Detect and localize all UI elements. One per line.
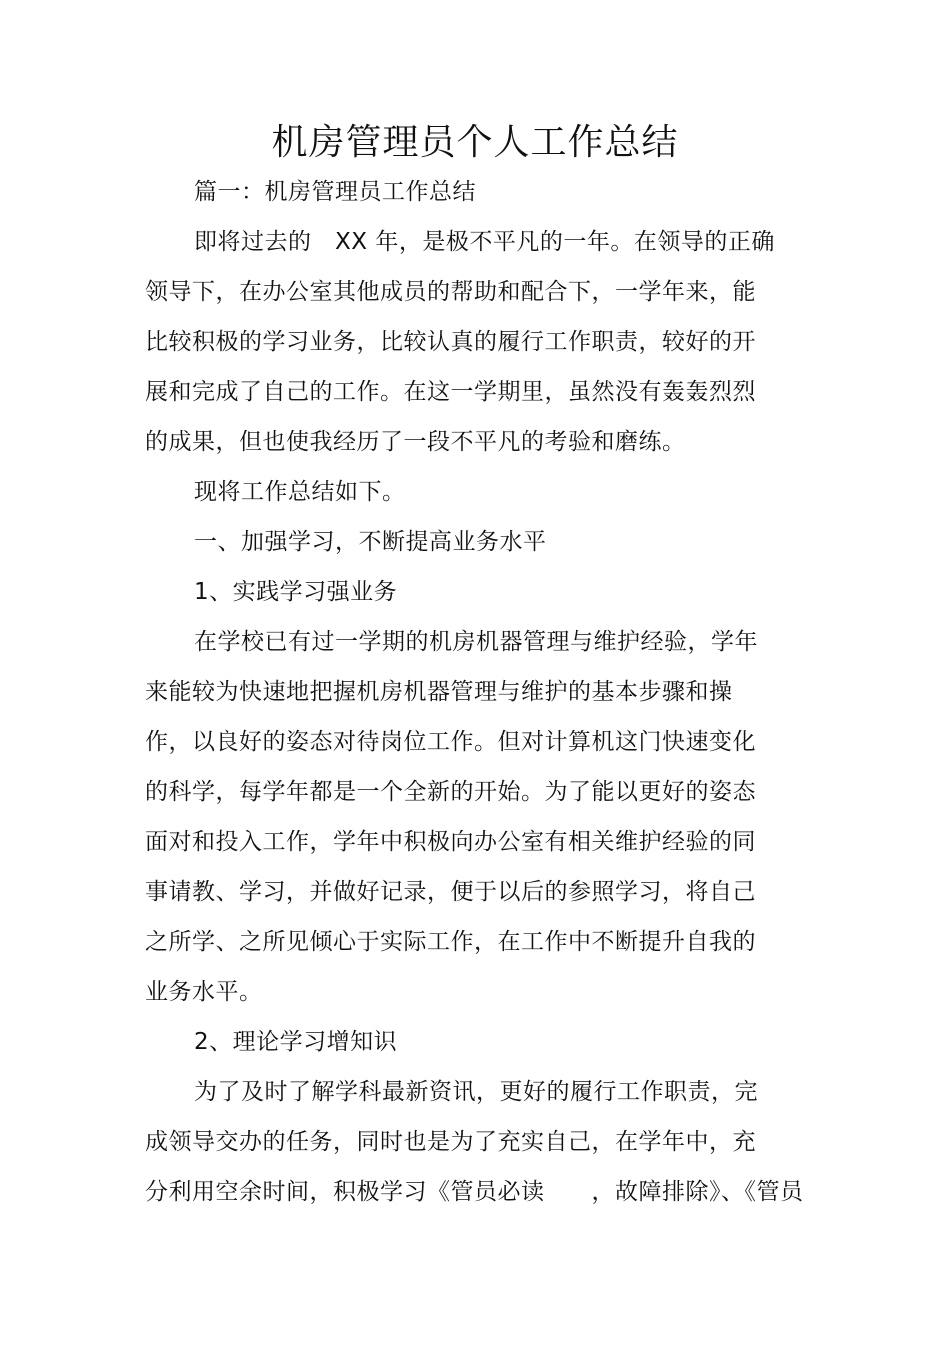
- document-title: 机房管理员个人工作总结: [271, 122, 679, 163]
- paragraph-line: 在学校已有过一学期的机房机器管理与维护经验，学年: [194, 629, 758, 655]
- paragraph-line: 来能较为快速地把握机房机器管理与维护的基本步骤和操: [145, 679, 733, 705]
- paragraph-line: 面对和投入工作，学年中积极向办公室有相关维护经验的同: [145, 829, 756, 855]
- paragraph-line: 成领导交办的任务，同时也是为了充实自己，在学年中，充: [145, 1129, 756, 1155]
- subsection-heading: 2、理论学习增知识: [194, 1029, 398, 1055]
- paragraph-line: 之所学、之所见倾心于实际工作，在工作中不断提升自我的: [145, 929, 756, 955]
- paragraph-line: 现将工作总结如下。: [194, 479, 406, 505]
- paragraph-line: 业务水平。: [145, 979, 263, 1005]
- paragraph-line: 作，以良好的姿态对待岗位工作。但对计算机这门快速变化: [145, 729, 756, 755]
- paragraph-line: 分利用空余时间，积极学习《管员必读 ，故障排除》、《管员: [145, 1179, 804, 1205]
- paragraph-line: 为了及时了解学科最新资讯，更好的履行工作职责，完: [194, 1079, 758, 1105]
- paragraph-line: 展和完成了自己的工作。在这一学期里，虽然没有轰轰烈烈: [145, 379, 756, 405]
- paragraph-line: 的科学，每学年都是一个全新的开始。为了能以更好的姿态: [145, 779, 756, 805]
- paragraph-line: 领导下，在办公室其他成员的帮助和配合下，一学年来，能: [145, 279, 756, 305]
- paragraph-line: 的成果，但也使我经历了一段不平凡的考验和磨练。: [145, 429, 686, 455]
- paragraph-line: 即将过去的 XX 年，是极不平凡的一年。在领导的正确: [194, 229, 775, 255]
- paragraph-line: 比较积极的学习业务，比较认真的履行工作职责，较好的开: [145, 329, 756, 355]
- section-heading: 一、加强学习，不断提高业务水平: [194, 529, 547, 555]
- subsection-heading: 1、实践学习强业务: [194, 579, 398, 605]
- paragraph-line: 事请教、学习，并做好记录，便于以后的参照学习，将自己: [145, 879, 756, 905]
- section-heading: 篇一：机房管理员工作总结: [194, 179, 476, 205]
